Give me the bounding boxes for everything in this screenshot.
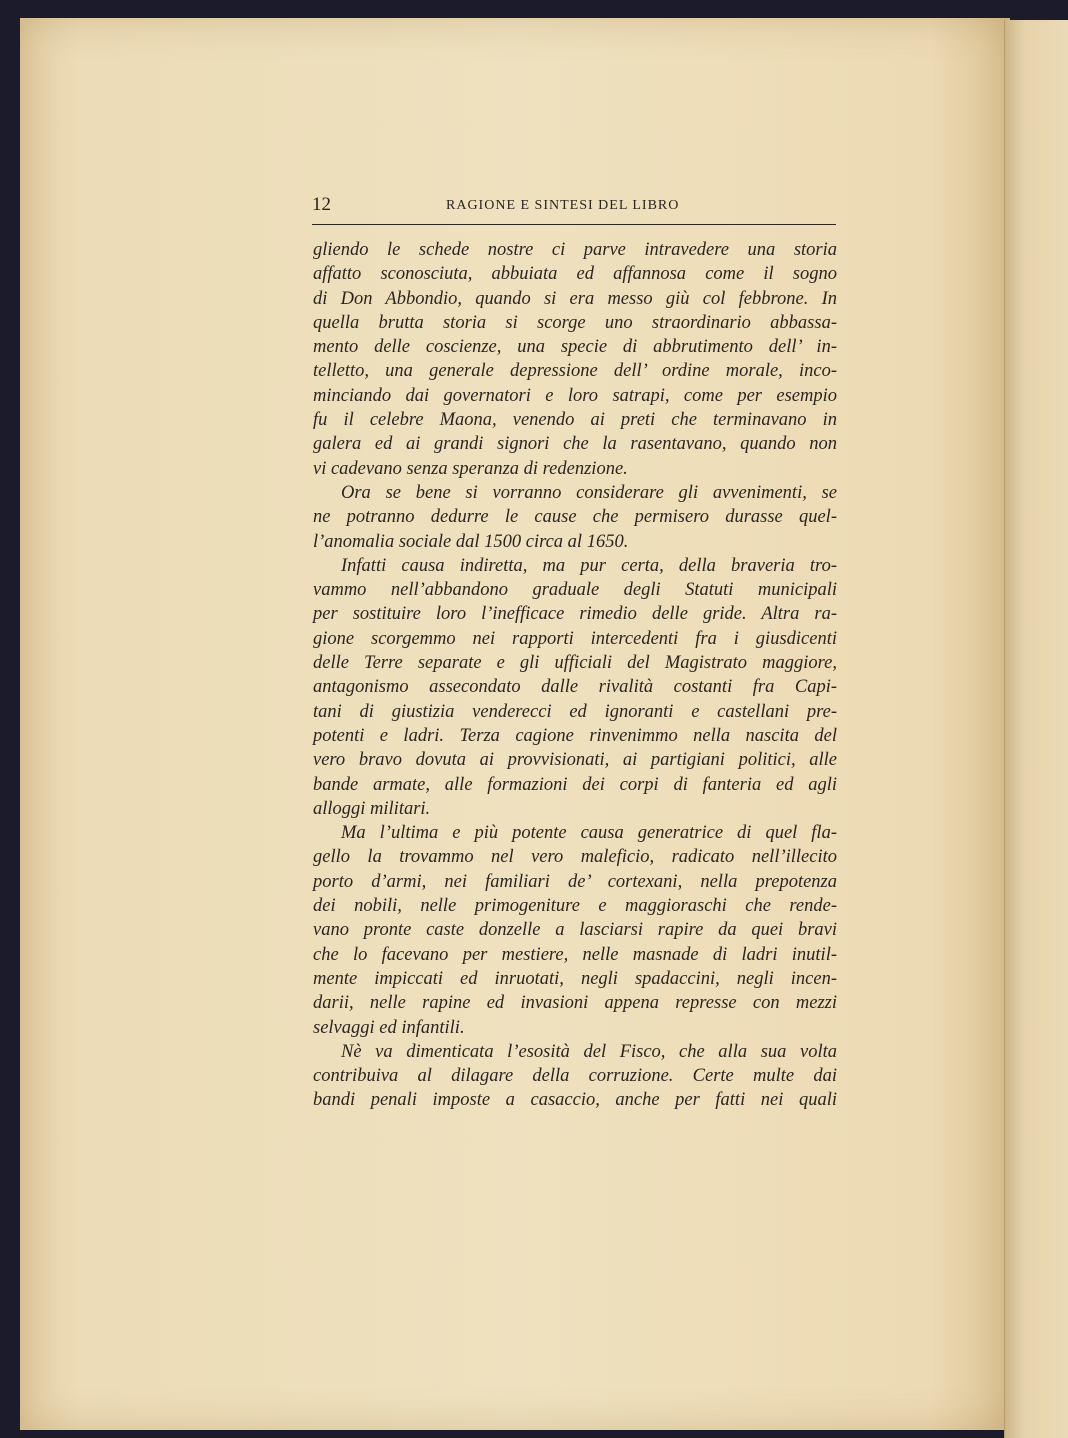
body-text	[313, 238, 837, 1113]
text-line: ne potranno dedurre le cause che permisero durasse quel-	[313, 507, 837, 528]
text-line: mento delle coscienze, una specie di abbrutimento dell’ in-	[313, 337, 837, 358]
text-line: Ma l’ultima e più potente causa generatrice di quel fla-	[341, 823, 837, 844]
page-number: 12	[312, 194, 331, 215]
text-line: minciando dai governatori e loro satrapi, come per esempio	[313, 385, 837, 406]
text-line: alloggi militari.	[313, 798, 431, 819]
text-line: contribuiva al dilagare della corruzione. Certe multe dai	[313, 1066, 837, 1087]
text-line: di Don Abbondio, quando si era messo giù col febbrone. In	[313, 288, 837, 309]
text-line: tani di giustizia venderecci ed ignoranti e castellani pre-	[313, 701, 837, 722]
text-line: bande armate, alle formazioni dei corpi di fanteria ed agli	[313, 774, 837, 795]
text-line: mente impiccati ed inruotati, negli spadaccini, negli incen-	[313, 968, 837, 989]
text-line: gione scorgemmo nei rapporti intercedenti fra i giusdicenti	[313, 628, 837, 649]
text-line: vi cadevano senza speranza di redenzione.	[313, 458, 628, 479]
text-line: antagonismo assecondato dalle rivalità costanti fra Capi-	[313, 677, 837, 698]
running-head: RAGIONE E SINTESI DEL LIBRO	[446, 198, 680, 213]
text-line: Nè va dimenticata l’esosità del Fisco, che alla sua volta	[341, 1041, 837, 1062]
text-line: vammo nell’abbandono graduale degli Statuti municipali	[313, 580, 837, 601]
text-line: vano pronte caste donzelle a lasciarsi rapire da quei bravi	[313, 920, 837, 941]
text-line: affatto sconosciuta, abbuiata ed affannosa come il sogno	[313, 264, 837, 285]
text-line: per sostituire loro l’inefficace rimedio delle gride. Altra ra-	[313, 604, 837, 625]
text-line: Infatti causa indiretta, ma pur certa, della braveria tro-	[341, 555, 837, 576]
text-line: darii, nelle rapine ed invasioni appena represse con mezzi	[313, 993, 837, 1014]
text-line: l’anomalia sociale dal 1500 circa al 1650.	[313, 531, 629, 552]
text-line: bandi penali imposte a casaccio, anche per fatti nei quali	[313, 1090, 837, 1111]
page-header	[312, 194, 836, 225]
text-line: gliendo le schede nostre ci parve intravedere una storia	[313, 240, 837, 260]
text-line: gello la trovammo nel vero maleficio, radicato nell’illecito	[313, 847, 837, 868]
text-line: Ora se bene si vorranno considerare gli avvenimenti, se	[341, 482, 837, 503]
text-line: dei nobili, nelle primogeniture e maggioraschi che rende-	[313, 896, 837, 917]
text-line: telletto, una generale depressione dell’ ordine morale, inco-	[313, 361, 837, 382]
text-line: porto d’armi, nei familiari de’ cortexani, nella prepotenza	[313, 871, 837, 892]
text-line: potenti e ladri. Terza cagione rinvenimmo nella nascita del	[313, 725, 837, 746]
text-line: fu il celebre Maona, venendo ai preti che terminavano in	[313, 410, 837, 431]
text-line: quella brutta storia si scorge uno straordinario abbassa-	[313, 312, 837, 333]
facing-page-edge	[1004, 20, 1068, 1438]
text-line: vero bravo dovuta ai provvisionati, ai partigiani politici, alle	[313, 750, 837, 771]
text-line: selvaggi ed infantili.	[313, 1017, 465, 1038]
text-line: che lo facevano per mestiere, nelle masnade di ladri inutil-	[313, 944, 837, 965]
text-line: delle Terre separate e gli ufficiali del Magistrato maggiore,	[313, 653, 837, 674]
text-line: galera ed ai grandi signori che la rasentavano, quando non	[313, 434, 837, 455]
